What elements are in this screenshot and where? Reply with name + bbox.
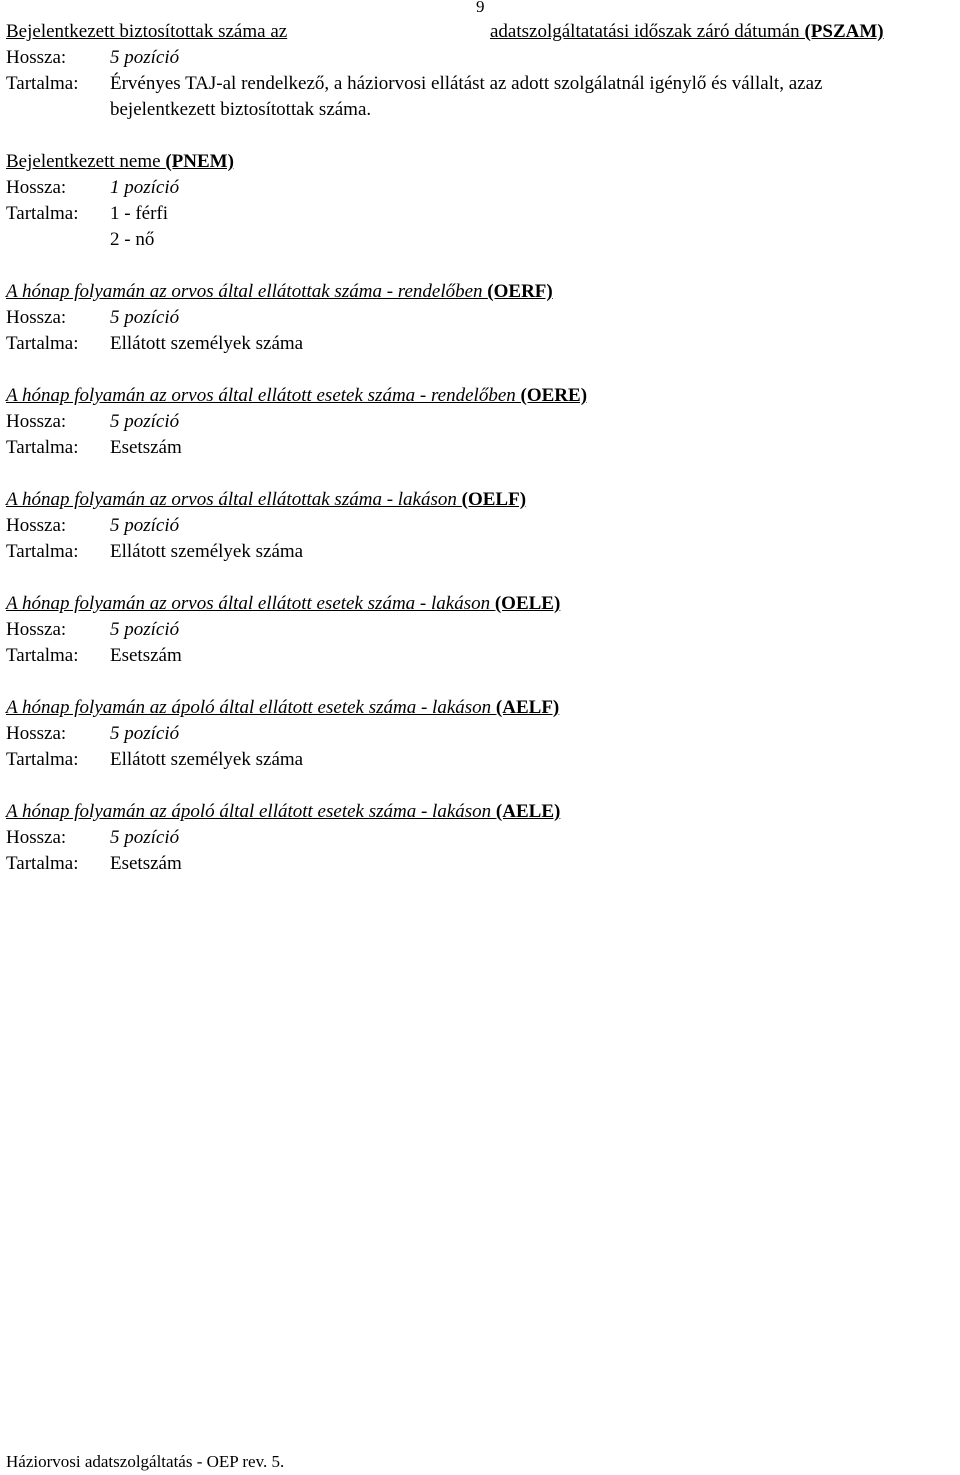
- field-length-row: [6, 409, 958, 435]
- field-length-row: [6, 45, 958, 71]
- content-value-2: bejelentkezett biztosítottak száma.: [110, 99, 372, 120]
- content-label: Tartalma:: [6, 73, 79, 94]
- content-value: Esetszám: [110, 645, 182, 666]
- field-title: A hónap folyamán az ápoló által ellátott esetek száma - lakáson (AELF): [6, 697, 560, 718]
- content-value: Érvényes TAJ-al rendelkező, a háziorvosi ellátást az adott szolgálatnál igénylő és vállalt, azaz: [110, 73, 823, 94]
- length-value: 5 pozíció: [110, 515, 180, 536]
- field-aelf: [6, 695, 958, 773]
- field-length-row: [6, 175, 958, 201]
- length-label: Hossza:: [6, 515, 67, 536]
- field-title: A hónap folyamán az orvos által ellátott esetek száma - lakáson (OELE): [6, 593, 561, 614]
- field-code: (PNEM): [165, 151, 234, 172]
- field-content-row: [6, 851, 958, 877]
- length-label: Hossza:: [6, 177, 67, 198]
- field-length-row: [6, 721, 958, 747]
- content-label: Tartalma:: [6, 541, 79, 562]
- length-value: 5 pozíció: [110, 827, 180, 848]
- field-title: A hónap folyamán az orvos által ellátottak száma - rendelőben (OERF): [6, 281, 553, 302]
- field-title: Bejelentkezett neme (PNEM): [6, 151, 234, 172]
- content-value: Ellátott személyek száma: [110, 333, 304, 354]
- field-content-row: [6, 201, 958, 227]
- field-oele: [6, 591, 958, 669]
- content-value: Ellátott személyek száma: [110, 541, 304, 562]
- length-value: 1 pozíció: [110, 177, 180, 198]
- content-value-2: 2 - nő: [110, 229, 155, 250]
- field-length-row: [6, 513, 958, 539]
- length-value: 5 pozíció: [110, 307, 180, 328]
- length-value: 5 pozíció: [110, 47, 180, 68]
- field-length-row: [6, 825, 958, 851]
- field-code: (AELE): [495, 801, 561, 822]
- length-label: Hossza:: [6, 723, 67, 744]
- length-value: 5 pozíció: [110, 411, 180, 432]
- field-content-row: [6, 435, 958, 461]
- field-content-row: [6, 643, 958, 669]
- length-label: Hossza:: [6, 827, 67, 848]
- field-code: (AELF): [495, 697, 560, 718]
- content-label: Tartalma:: [6, 749, 79, 770]
- field-code: (OELF): [461, 489, 527, 510]
- field-pszam: [6, 19, 958, 123]
- field-code: (PSZAM): [804, 21, 884, 42]
- content-label: Tartalma:: [6, 333, 79, 354]
- length-label: Hossza:: [6, 619, 67, 640]
- field-title: A hónap folyamán az orvos által ellátottak száma - lakáson (OELF): [6, 489, 527, 510]
- content-label: Tartalma:: [6, 437, 79, 458]
- content-label: Tartalma:: [6, 853, 79, 874]
- field-code: (OELE): [494, 593, 561, 614]
- field-length-row: [6, 305, 958, 331]
- field-content-row: [6, 71, 958, 97]
- content-value: Esetszám: [110, 437, 182, 458]
- page-number: 9: [476, 0, 485, 16]
- field-content-row-2: [6, 227, 958, 253]
- field-title-left: Bejelentkezett biztosítottak száma az: [6, 21, 288, 42]
- field-content-row: [6, 539, 958, 565]
- field-title: A hónap folyamán az orvos által ellátott esetek száma - rendelőben (OERE): [6, 385, 588, 406]
- field-title-right: adatszolgáltatatási időszak záró dátumán (PSZAM): [490, 21, 884, 42]
- field-oelf: [6, 487, 958, 565]
- field-content-row: [6, 747, 958, 773]
- page-footer: Háziorvosi adatszolgáltatás - OEP rev. 5.: [6, 1452, 285, 1471]
- document-body: [6, 19, 958, 877]
- field-code: (OERF): [487, 281, 553, 302]
- length-value: 5 pozíció: [110, 723, 180, 744]
- length-value: 5 pozíció: [110, 619, 180, 640]
- field-content-row: [6, 331, 958, 357]
- field-length-row: [6, 617, 958, 643]
- content-label: Tartalma:: [6, 203, 79, 224]
- length-label: Hossza:: [6, 47, 67, 68]
- field-code: (OERE): [520, 385, 588, 406]
- content-value: Esetszám: [110, 853, 182, 874]
- field-pnem: [6, 149, 958, 253]
- content-value: 1 - férfi: [110, 203, 169, 224]
- field-oere: [6, 383, 958, 461]
- content-label: Tartalma:: [6, 645, 79, 666]
- content-value: Ellátott személyek száma: [110, 749, 304, 770]
- length-label: Hossza:: [6, 307, 67, 328]
- field-title: [6, 19, 958, 45]
- field-content-row-2: [6, 97, 958, 123]
- field-oerf: [6, 279, 958, 357]
- field-aele: [6, 799, 958, 877]
- field-title: A hónap folyamán az ápoló által ellátott esetek száma - lakáson (AELE): [6, 801, 561, 822]
- length-label: Hossza:: [6, 411, 67, 432]
